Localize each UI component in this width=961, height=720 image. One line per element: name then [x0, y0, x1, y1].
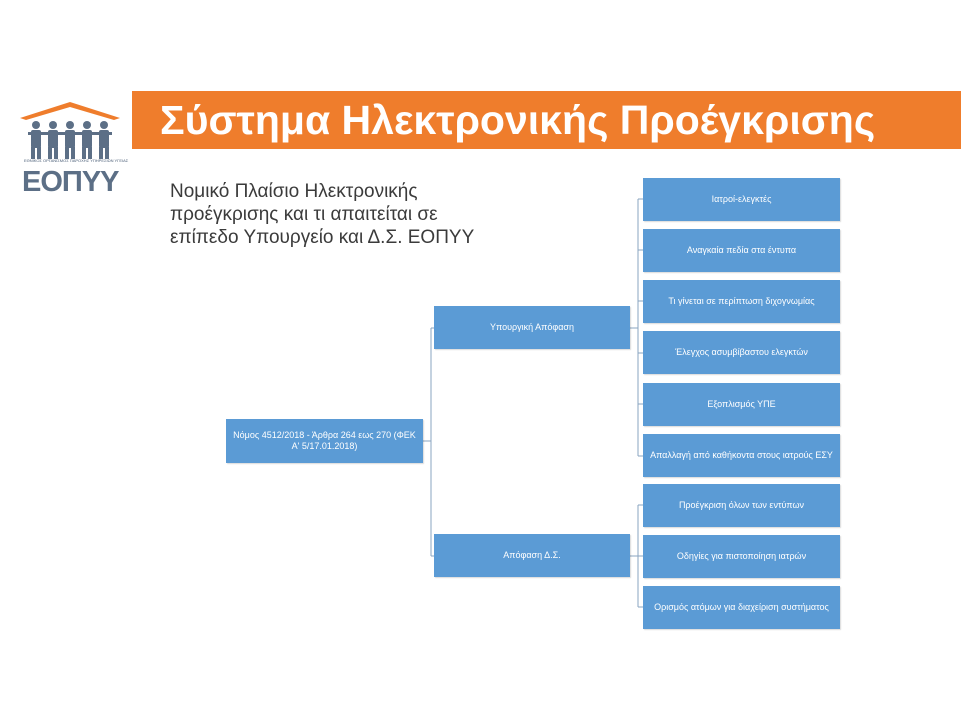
- subtitle-line-2: προέγκρισης και τι απαιτείται σε: [170, 204, 438, 225]
- child-node: Ιατροί-ελεγκτές: [643, 178, 840, 221]
- branch-node-ministerial-decision: Υπουργική Απόφαση: [434, 306, 630, 349]
- child-node: Τι γίνεται σε περίπτωση διχογνωμίας: [643, 280, 840, 323]
- child-node: Προέγκριση όλων των εντύπων: [643, 484, 840, 527]
- child-node: Έλεγχος ασυμβίβαστου ελεγκτών: [643, 331, 840, 374]
- child-node: Αναγκαία πεδία στα έντυπα: [643, 229, 840, 272]
- root-node: Νόμος 4512/2018 - Άρθρα 264 εως 270 (ΦΕΚ Α' 5/17.01.2018): [226, 419, 423, 463]
- subtitle-line-3: επίπεδο Υπουργείο και Δ.Σ. ΕΟΠΥΥ: [170, 227, 475, 248]
- child-node: Ορισμός ατόμων για διαχείριση συστήματος: [643, 586, 840, 629]
- branch-node-board-decision: Απόφαση Δ.Σ.: [434, 534, 630, 577]
- page-title: Σύστημα Ηλεκτρονικής Προέγκρισης: [160, 97, 876, 143]
- logo-name: ΕΟΠΥΥ: [22, 166, 119, 198]
- child-node: Εξοπλισμός ΥΠΕ: [643, 383, 840, 426]
- subtitle-line-1: Νομικό Πλαίσιο Ηλεκτρονικής: [170, 181, 418, 202]
- child-node: Οδηγίες για πιστοποίηση ιατρών: [643, 535, 840, 578]
- logo-subtitle: ΕΘΝΙΚΟΣ ΟΡΓΑΝΙΣΜΟΣ ΠΑΡΟΧΗΣ ΥΠΗΡΕΣΙΩΝ ΥΓΕΙΑΣ: [24, 158, 129, 163]
- child-node: Απαλλαγή από καθήκοντα στους ιατρούς ΕΣΥ: [643, 434, 840, 477]
